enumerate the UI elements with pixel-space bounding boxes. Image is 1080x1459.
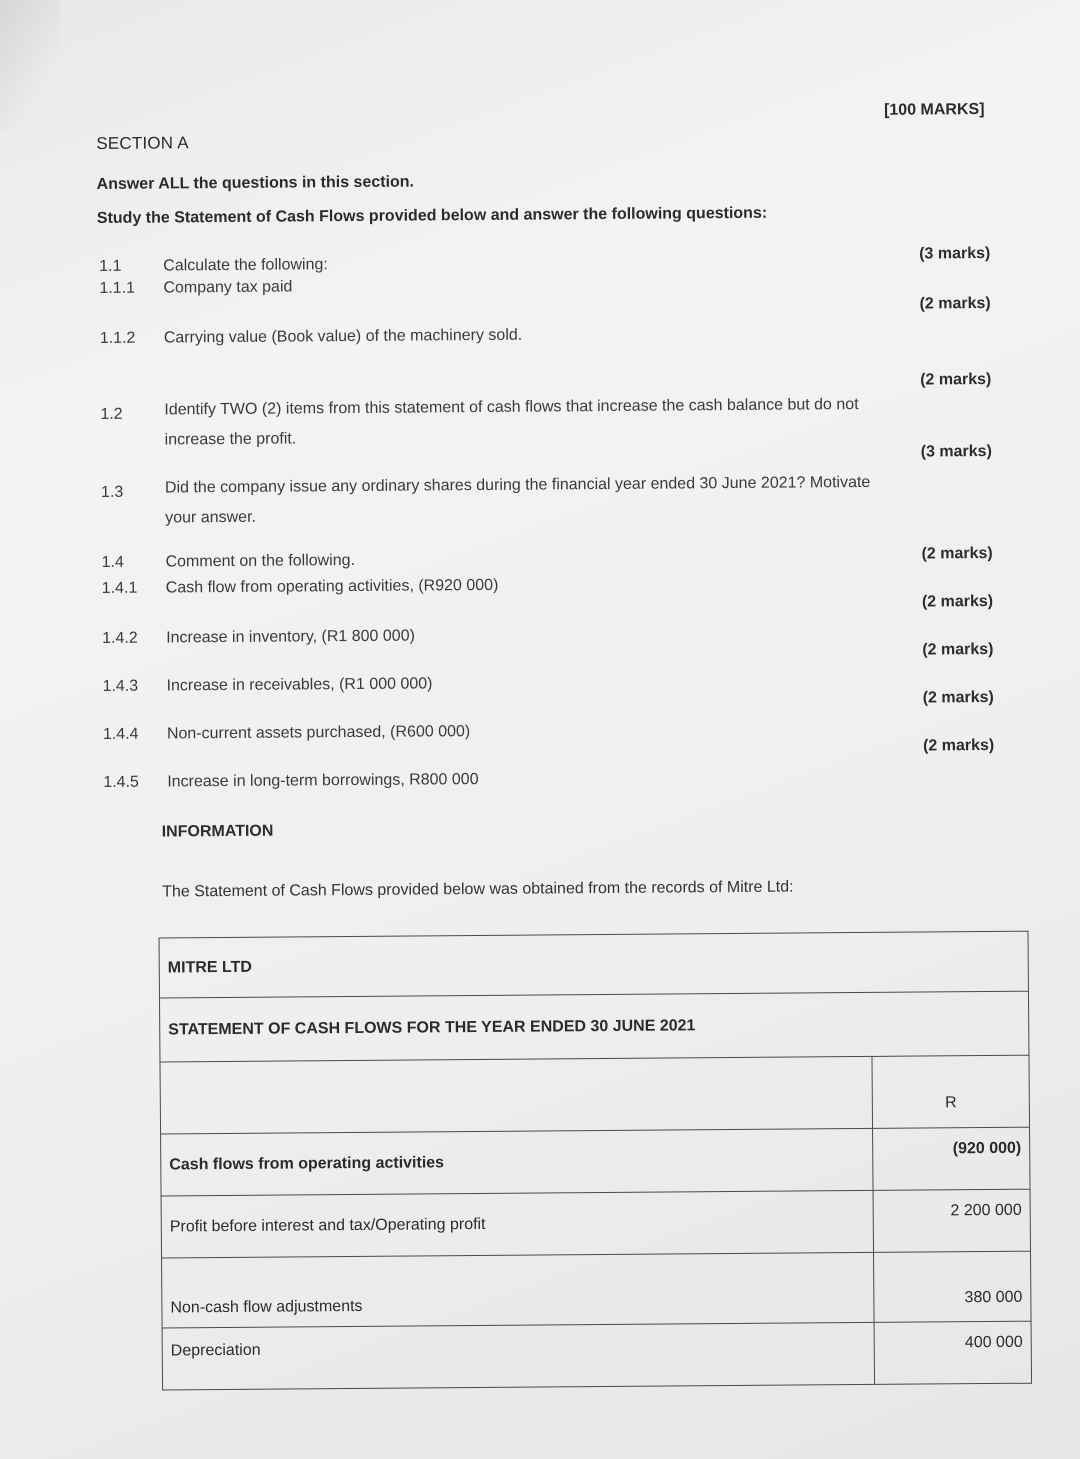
page-corner-shadow [0, 0, 60, 130]
question-text: Company tax paid [163, 278, 293, 297]
question-number: 1.4.3 [102, 677, 139, 695]
question-text: Cash flow from operating activities, (R920 000) [165, 576, 499, 597]
question-marks: (2 marks) [920, 370, 992, 389]
question-1-4-2 [100, 592, 1030, 647]
question-text: Did the company issue any ordinary shares during the financial year ended 30 June 2021? Motivate your answer. [164, 473, 871, 527]
cash-flow-statement-table [159, 931, 1033, 1391]
table-row [159, 931, 1028, 998]
question-1-4-4 [101, 688, 1031, 743]
row-amount: 400 000 [874, 1321, 1031, 1384]
question-text: Increase in inventory, (R1 800 000) [166, 627, 415, 647]
question-number: 1.4.1 [101, 579, 138, 597]
question-number: 1.3 [100, 483, 124, 501]
study-instruction: Study the Statement of Cash Flows provided below and answer the following questions: [96, 204, 768, 227]
question-number: 1.1 [99, 257, 122, 275]
information-text: The Statement of Cash Flows provided below was obtained from the records of Mitre Ltd: [162, 878, 794, 901]
table-row [161, 1127, 1030, 1196]
question-number: 1.1.1 [99, 279, 136, 297]
total-marks: [100 MARKS] [883, 101, 985, 119]
question-1-4-3 [100, 640, 1030, 695]
question-number: 1.4.4 [102, 725, 139, 743]
question-number: 1.4.2 [102, 629, 138, 647]
company-name: MITRE LTD [159, 931, 1028, 998]
question-number: 1.1.2 [99, 329, 136, 347]
question-marks: (3 marks) [920, 442, 992, 461]
row-label: Cash flows from operating activities [161, 1128, 873, 1196]
question-text: Carrying value (Book value) of the machinery sold. [163, 326, 523, 347]
currency-header: R [872, 1055, 1030, 1128]
question-text: Increase in long-term borrowings, R800 000 [167, 771, 479, 791]
question-number: 1.4 [101, 553, 124, 571]
question-list [97, 244, 1027, 1360]
question-marks: (2 marks) [922, 736, 995, 755]
row-amount: 380 000 [874, 1251, 1032, 1322]
table-cell-empty [160, 1056, 873, 1134]
question-marks: (3 marks) [919, 244, 991, 263]
instruction-text: Answer ALL the questions in this section. [96, 173, 415, 193]
question-text: Non-current assets purchased, (R600 000) [166, 723, 471, 743]
question-marks: (2 marks) [922, 688, 994, 707]
question-text: Calculate the following: [163, 256, 328, 275]
question-text: Increase in receivables, (R1 000 000) [166, 675, 433, 695]
exam-page [96, 101, 1027, 1360]
question-number: 1.2 [100, 405, 123, 423]
row-amount: 2 200 000 [873, 1189, 1030, 1252]
question-marks: (2 marks) [921, 544, 993, 563]
table-row [162, 1251, 1032, 1328]
question-number: 1.4.5 [103, 773, 139, 791]
question-marks: (2 marks) [919, 294, 991, 313]
row-amount: (920 000) [873, 1127, 1030, 1190]
row-label: Depreciation [162, 1322, 874, 1390]
table-row [161, 1189, 1030, 1258]
question-1-1-2 [98, 294, 1028, 347]
table-row [160, 1055, 1030, 1134]
row-label: Non-cash flow adjustments [162, 1252, 875, 1328]
header-row [96, 101, 1026, 153]
information-title: INFORMATION [161, 822, 274, 841]
question-1-2 [98, 370, 1028, 449]
question-1-3 [99, 442, 1029, 527]
row-label: Profit before interest and tax/Operating profit [161, 1190, 873, 1258]
question-marks: (2 marks) [921, 592, 994, 611]
question-text: Identify TWO (2) items from this statement of cash flows that increase the cash balance but do not increase the profit. [164, 396, 859, 449]
question-1-4-5 [101, 736, 1031, 791]
question-text: Comment on the following. [165, 551, 356, 571]
statement-title: STATEMENT OF CASH FLOWS FOR THE YEAR ENDED 30 JUNE 2021 [159, 991, 1028, 1062]
question-marks: (2 marks) [922, 640, 994, 659]
table-row [159, 991, 1028, 1062]
section-title: SECTION A [96, 133, 189, 153]
table-row [162, 1321, 1031, 1390]
